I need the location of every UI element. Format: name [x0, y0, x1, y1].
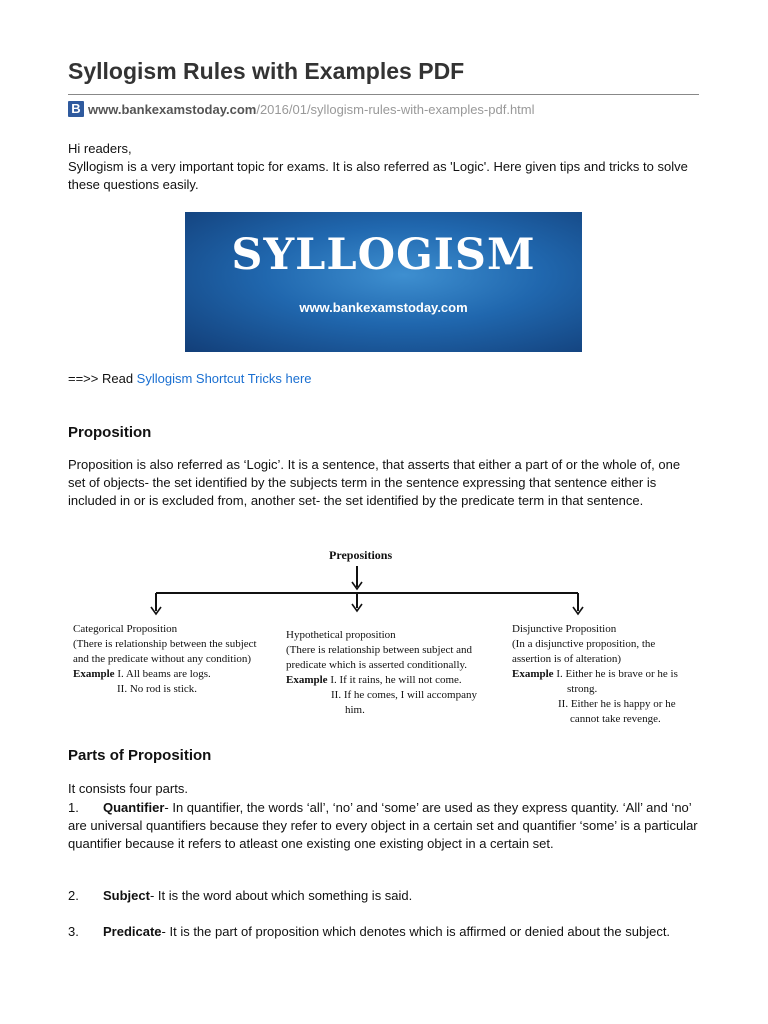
diagram-title: Prepositions	[329, 548, 393, 562]
source-domain[interactable]: www.bankexamstoday.com	[88, 101, 257, 117]
disjunctive-ex2b: cannot take revenge.	[570, 713, 661, 725]
banner-url: www.bankexamstoday.com	[299, 300, 468, 315]
part-item-quantifier	[68, 799, 700, 853]
part-text: - It is the word about which something is said.	[149, 888, 413, 903]
read-more-prefix: ==>> Read	[68, 371, 137, 386]
proposition-text: Proposition is also referred as ‘Logic’. It is a sentence, that asserts that either a part of or the whole of, one set of objects- the set identified by the subjects term in the sentence expressing that sentence either is included in or is excluded from, another set- the set identified by the predicate term in that sentence.	[68, 457, 681, 508]
part-term: Predicate	[103, 924, 162, 939]
page-title: Syllogism Rules with Examples PDF	[68, 58, 465, 84]
disjunctive-name: Disjunctive Proposition	[512, 623, 617, 635]
part-item-predicate	[68, 923, 700, 941]
disjunctive-ex2a: II. Either he is happy or he	[558, 698, 676, 710]
parts-heading: Parts of Proposition	[68, 747, 212, 764]
hypothetical-name: Hypothetical proposition	[286, 629, 396, 641]
part-term: Quantifier	[103, 800, 165, 815]
part-number: 1.	[68, 800, 79, 815]
example-label: Example	[286, 674, 328, 686]
parts-consists: It consists four parts.	[68, 781, 188, 796]
part-text: - In quantifier, the words ‘all’, ‘no’ and ‘some’ are used as they express quantity. ‘All’ and ‘no’ are universal quantifiers because they refer to every object in a certain set and quantifier ‘some’ is a particular quantifier because it refers to atleast one existing one existing object in a certain set.	[68, 800, 698, 851]
hypothetical-ex2b: him.	[345, 704, 365, 716]
example-label: Example	[512, 668, 554, 680]
left-arrowhead	[151, 607, 161, 614]
example-label: Example	[73, 668, 115, 680]
disjunctive-ex1b: strong.	[567, 683, 598, 695]
disjunctive-block	[512, 622, 678, 727]
root-arrowhead	[352, 582, 362, 589]
categorical-example	[73, 667, 257, 682]
hypothetical-desc2: predicate which is asserted conditionally.	[286, 659, 468, 671]
categorical-name: Categorical Proposition	[73, 623, 178, 635]
intro-block	[68, 140, 700, 194]
source-path[interactable]: /2016/01/syllogism-rules-with-examples-pdf.html	[256, 101, 535, 117]
site-logo-icon: B	[68, 101, 84, 117]
part-text: - It is the part of proposition which denotes which is affirmed or denied about the subject.	[161, 924, 671, 939]
hypothetical-ex2a: II. If he comes, I will accompany	[331, 689, 477, 701]
part-item-subject	[68, 887, 700, 905]
categorical-ex1: I. All beams are logs.	[117, 668, 211, 680]
hypothetical-desc1: (There is relationship between subject and	[286, 644, 473, 656]
intro-greeting: Hi readers,	[68, 141, 132, 156]
shortcut-tricks-link[interactable]: Syllogism Shortcut Tricks here	[136, 371, 312, 386]
hypothetical-block	[286, 628, 477, 718]
categorical-desc2: and the predicate without any condition)	[73, 653, 252, 665]
categorical-ex2: II. No rod is stick.	[117, 683, 198, 695]
categorical-block	[73, 622, 257, 697]
part-number: 3.	[68, 924, 79, 939]
part-term: Subject	[103, 888, 150, 903]
hypothetical-example	[286, 673, 477, 688]
intro-text: Syllogism is a very important topic for exams. It is also referred as 'Logic'. Here given tips and tricks to solve these questions easily.	[68, 159, 688, 192]
proposition-heading: Proposition	[68, 424, 152, 441]
banner-title: SYLLOGISM	[231, 230, 536, 280]
categorical-desc1: (There is relationship between the subject	[73, 638, 257, 650]
disjunctive-example	[512, 667, 678, 682]
middle-arrowhead	[352, 604, 362, 611]
syllogism-banner-image	[185, 212, 582, 352]
disjunctive-ex1a: I. Either he is brave or he is	[556, 668, 678, 680]
part-number: 2.	[68, 888, 79, 903]
source-line	[68, 100, 535, 118]
title-divider	[68, 94, 699, 95]
right-arrowhead	[573, 607, 583, 614]
read-more-line	[68, 371, 312, 386]
disjunctive-desc1: (In a disjunctive proposition, the	[512, 638, 656, 650]
hypothetical-ex1: I. If it rains, he will not come.	[330, 674, 462, 686]
disjunctive-desc2: assertion is of alteration)	[512, 653, 622, 665]
